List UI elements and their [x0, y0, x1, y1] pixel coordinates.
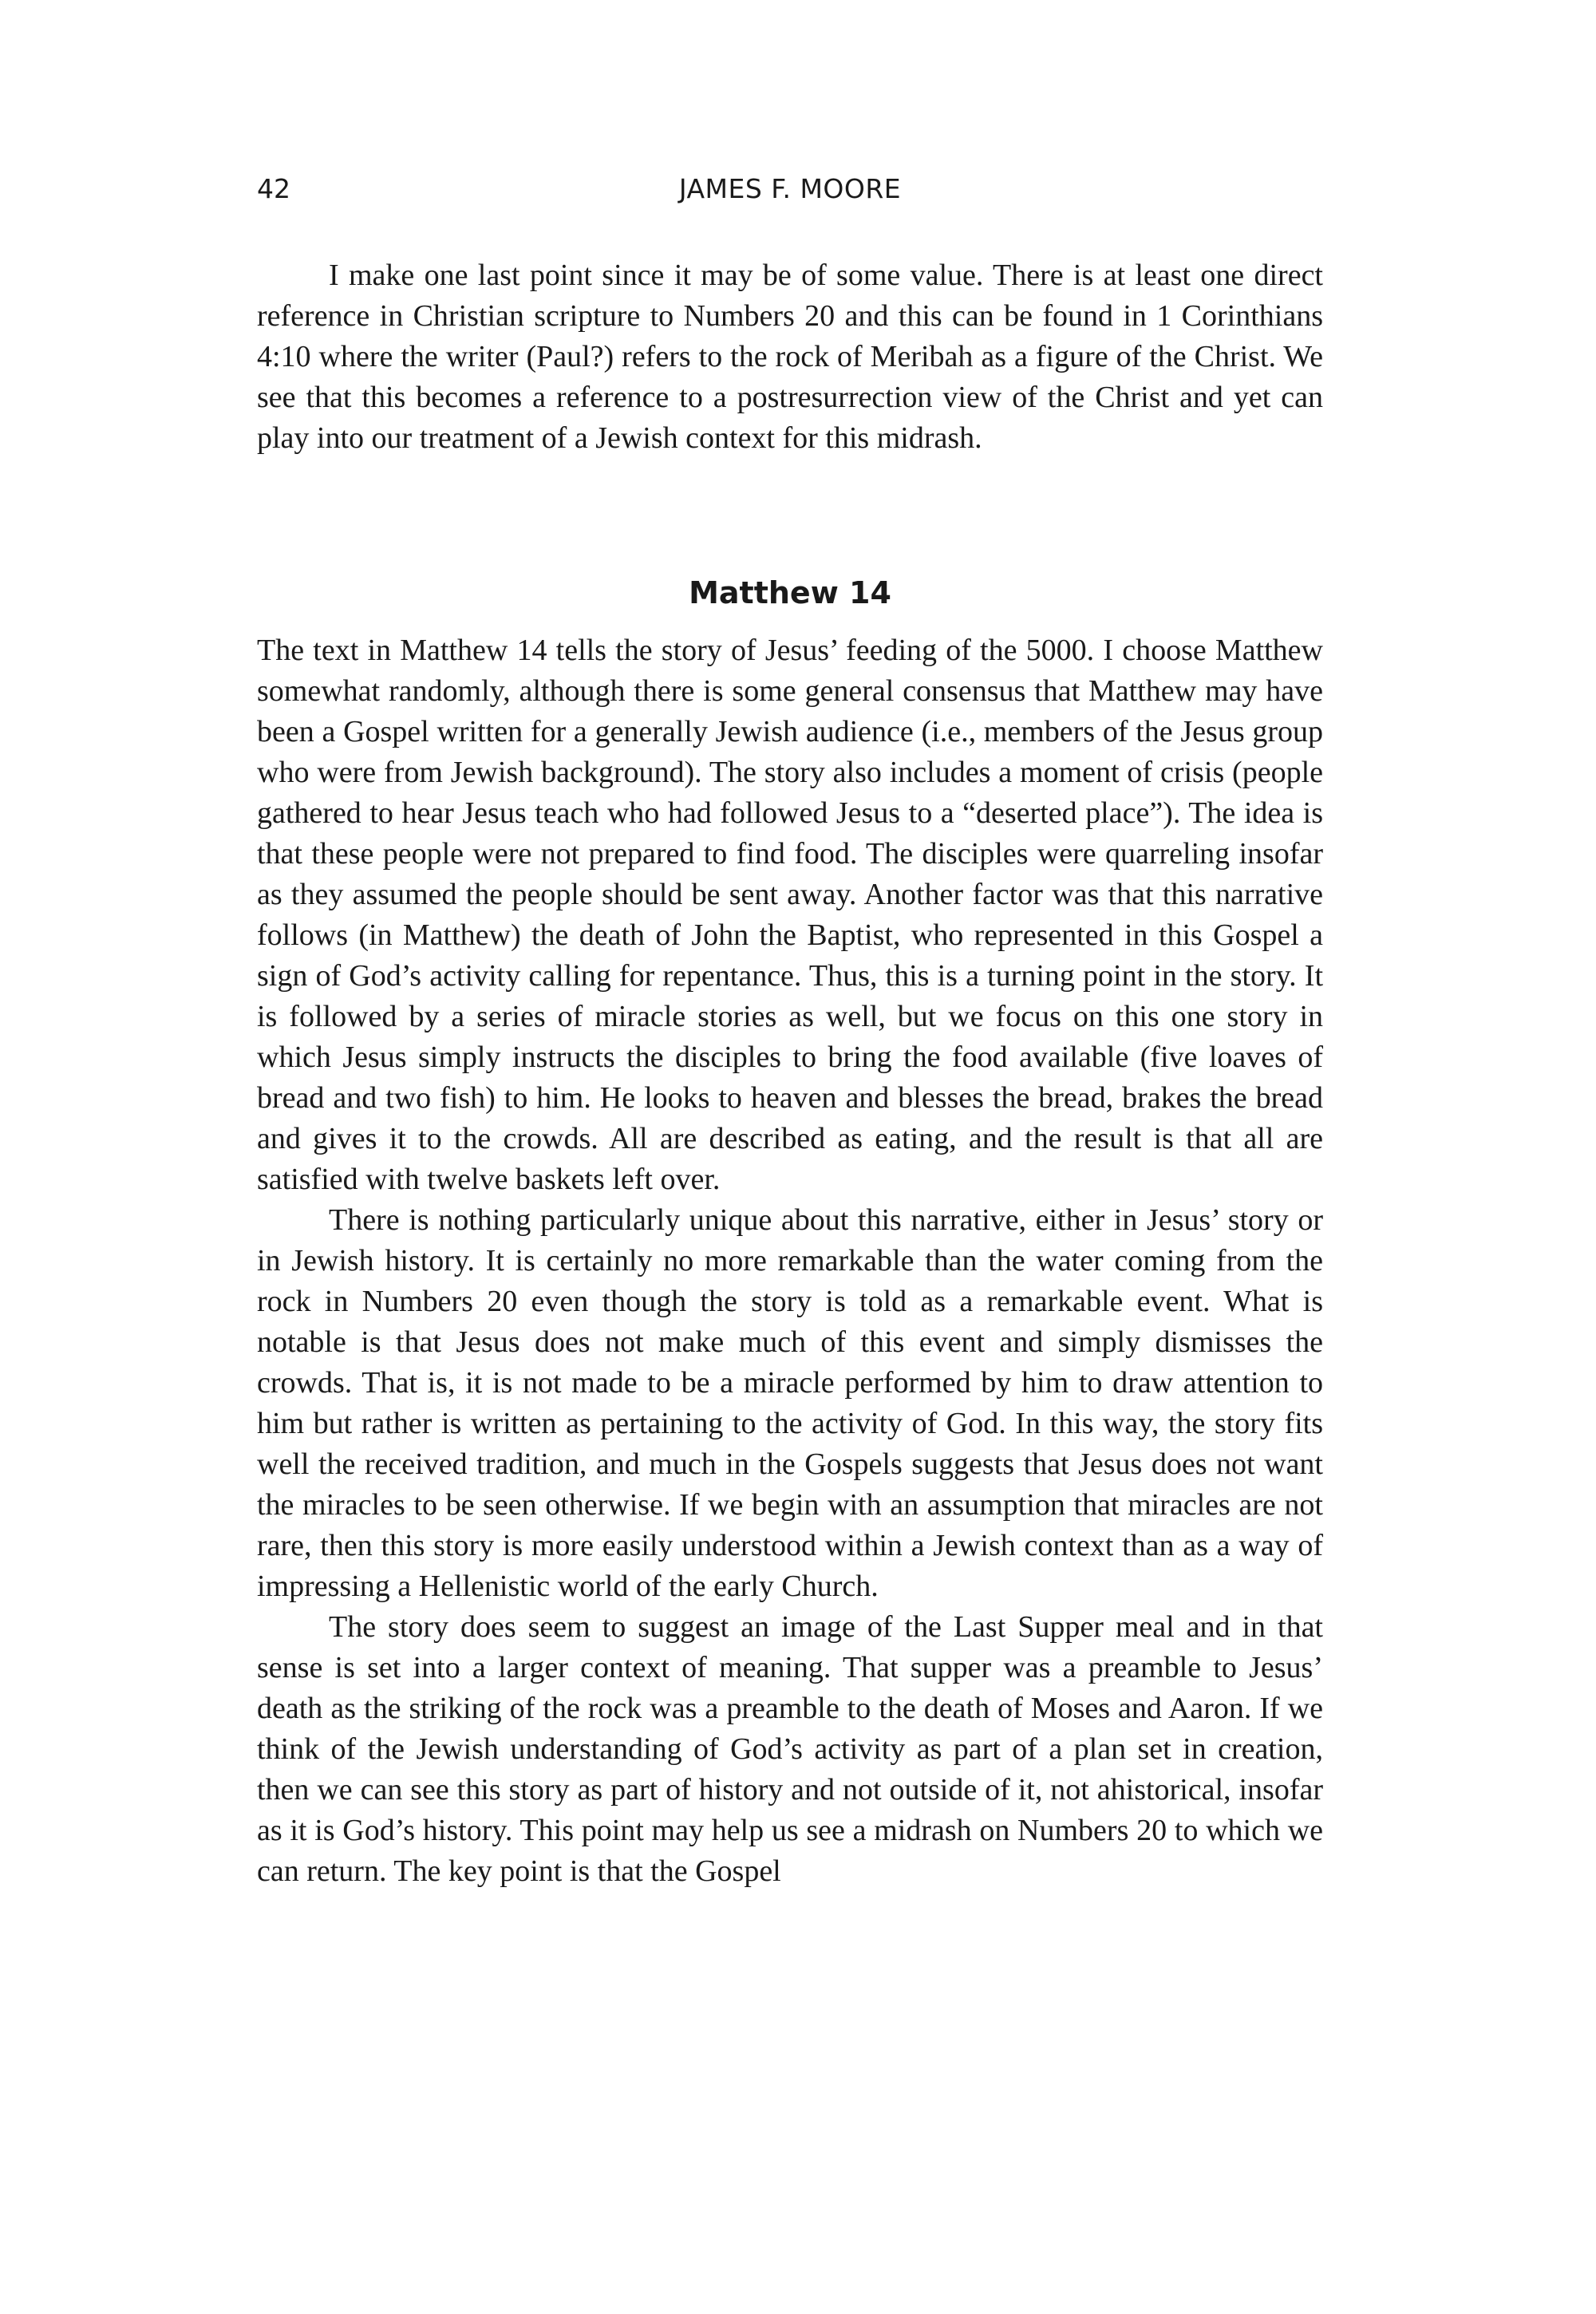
- body-paragraph: The text in Matthew 14 tells the story of Jesus’ feeding of the 5000. I choose Matthew somewhat randomly, although there is some general consensus that Matthew may have been a Gospel written for a generally Jewish audience (i.e., members of the Jesus group who were from Jewish background). The story also includes a moment of crisis (people gathered to hear Jesus teach who had followed Jesus to a “deserted place”). The idea is that these people were not prepared to find food. The disciples were quarreling insofar as they assumed the people should be sent away. Another factor was that this narrative follows (in Matthew) the death of John the Baptist, who represented in this Gospel a sign of God’s activity calling for repentance. Thus, this is a turning point in the story. It is followed by a series of miracle stories as well, but we focus on this one story in which Jesus simply instructs the disciples to bring the food available (five loaves of bread and two fish) to him. He looks to heaven and blesses the bread, brakes the bread and gives it to the crowds. All are described as eating, and the result is that all are satisfied with twelve baskets left over.: [257, 634, 1323, 1196]
- body-paragraph: There is nothing particularly unique about this narrative, either in Jesus’ story or in Jewish history. It is certainly no more remarkable than the water coming from the rock in Numbers 20 even though the story is told as a remarkable event. What is notable is that Jesus does not make much of this event and simply dismisses the crowds. That is, it is not made to be a miracle performed by him to draw attention to him but rather is written as pertaining to the activity of God. In this way, the story fits well the received tradition, and much in the Gospels suggests that Jesus does not want the miracles to be seen otherwise. If we begin with an assumption that miracles are not rare, then this story is more easily understood within a Jewish context than as a way of impressing a Hellenistic world of the early Church.: [257, 1203, 1323, 1603]
- intro-text-block: [257, 255, 1323, 459]
- running-head-author: JAMES F. MOORE: [678, 173, 902, 204]
- page-number: 42: [257, 173, 290, 204]
- body-paragraph: The story does seem to suggest an image of the Last Supper meal and in that sense is set into a larger context of meaning. That supper was a preamble to Jesus’ death as the striking of the rock was a preamble to the death of Moses and Aaron. If we think of the Jewish understanding of God’s activity as part of a plan set in creation, then we can see this story as part of history and not outside of it, not ahistorical, insofar as it is God’s history. This point may help us see a midrash on Numbers 20 to which we can return. The key point is that the Gospel: [257, 1610, 1323, 1888]
- section-heading: Matthew 14: [689, 575, 891, 610]
- intro-paragraph: I make one last point since it may be of some value. There is at least one direct reference in Christian scripture to Numbers 20 and this can be found in 1 Corinthians 4:10 where the writer (Paul?) refers to the rock of Meribah as a figure of the Christ. We see that this becomes a reference to a postresurrection view of the Christ and yet can play into our treatment of a Jewish context for this midrash.: [257, 259, 1323, 455]
- section-text-block: [257, 630, 1323, 1892]
- running-head: [257, 169, 1323, 209]
